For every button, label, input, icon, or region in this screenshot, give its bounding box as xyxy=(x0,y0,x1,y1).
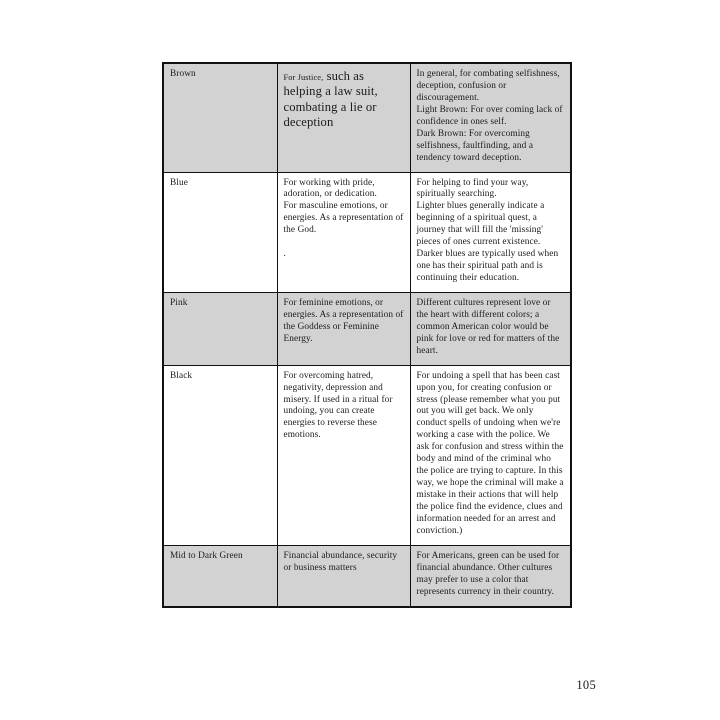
usage-blank-line xyxy=(284,237,404,249)
notes-paragraph: Different cultures represent love or the heart with different colors; a common American color would be pink for love or red for matters of the heart. xyxy=(416,297,560,356)
color-name-text: Black xyxy=(170,370,193,381)
cell-color-name xyxy=(163,365,277,545)
notes-paragraph: Light Brown: For over coming lack of confidence in ones self. xyxy=(416,104,563,127)
cell-color-name xyxy=(163,63,277,172)
cell-usage xyxy=(277,292,410,365)
color-name-text: Pink xyxy=(170,297,188,308)
usage-paragraph: For overcoming hatred, negativity, depression and misery. If used in a ritual for undoing, you can create energies to reverse these emotions. xyxy=(283,370,393,441)
cell-usage xyxy=(277,63,410,172)
color-name-text: Mid to Dark Green xyxy=(170,550,243,561)
table-row xyxy=(163,63,571,172)
usage-paragraph: For masculine emotions, or energies. As a representation of the God. xyxy=(283,201,404,236)
usage-lead-small: For Justice, xyxy=(283,73,324,82)
notes-paragraph: Dark Brown: For overcoming selfishness, faultfinding, and a tendency toward deception. xyxy=(416,128,534,163)
notes-paragraph: In general, for combating selfishness, deception, confusion or discouragement. xyxy=(416,69,560,103)
cell-color-name xyxy=(163,172,277,292)
cell-color-name xyxy=(163,292,277,365)
table-row xyxy=(163,172,571,292)
cell-usage xyxy=(277,545,410,606)
cell-usage xyxy=(277,172,410,292)
usage-lead-big: such as helping a law suit, combating a lie or deception xyxy=(283,69,378,130)
usage-paragraph: For feminine emotions, or energies. As a representation of the Goddess or Feminine Energy. xyxy=(283,297,404,344)
notes-paragraph: For undoing a spell that has been cast upon you, for creating confusion or stress (please remember what you put out you will get back. We only conduct spells of undoing when we're working a case with the police. We ask for confusion and stress within the body and mind of the criminal who the police are trying to capture. In this way, we hope the criminal will make a mistake in their actions that will help the police find the evidence, clues and information needed for an arrest and conviction.) xyxy=(416,370,564,536)
notes-paragraph: Lighter blues generally indicate a beginning of a spiritual quest, a journey that will fill the 'missing' pieces of ones current existence. xyxy=(416,201,545,248)
usage-paragraph: For working with pride, adoration, or dedication. xyxy=(283,177,377,200)
cell-notes xyxy=(410,292,571,365)
cell-notes xyxy=(410,172,571,292)
color-correspondence-table xyxy=(162,62,572,608)
table-row xyxy=(163,292,571,365)
table-row xyxy=(163,545,571,606)
usage-stray-period: . xyxy=(283,249,286,260)
cell-notes xyxy=(410,365,571,545)
usage-paragraph xyxy=(284,69,404,130)
notes-paragraph: Darker blues are typically used when one has their spiritual path and is continuing their education. xyxy=(416,249,559,283)
cell-notes xyxy=(410,63,571,172)
notes-paragraph: For helping to find your way, spiritually searching. xyxy=(416,177,529,200)
color-name-text: Brown xyxy=(170,69,196,79)
usage-paragraph: Financial abundance, security or business matters xyxy=(283,550,398,573)
color-name-text: Blue xyxy=(170,177,188,188)
table-row xyxy=(163,365,571,545)
page-number: 105 xyxy=(576,678,596,692)
cell-usage xyxy=(277,365,410,545)
cell-color-name xyxy=(163,545,277,606)
cell-notes xyxy=(410,545,571,606)
notes-paragraph: For Americans, green can be used for financial abundance. Other cultures may prefer to use a color that represents currency in their country. xyxy=(416,550,560,597)
